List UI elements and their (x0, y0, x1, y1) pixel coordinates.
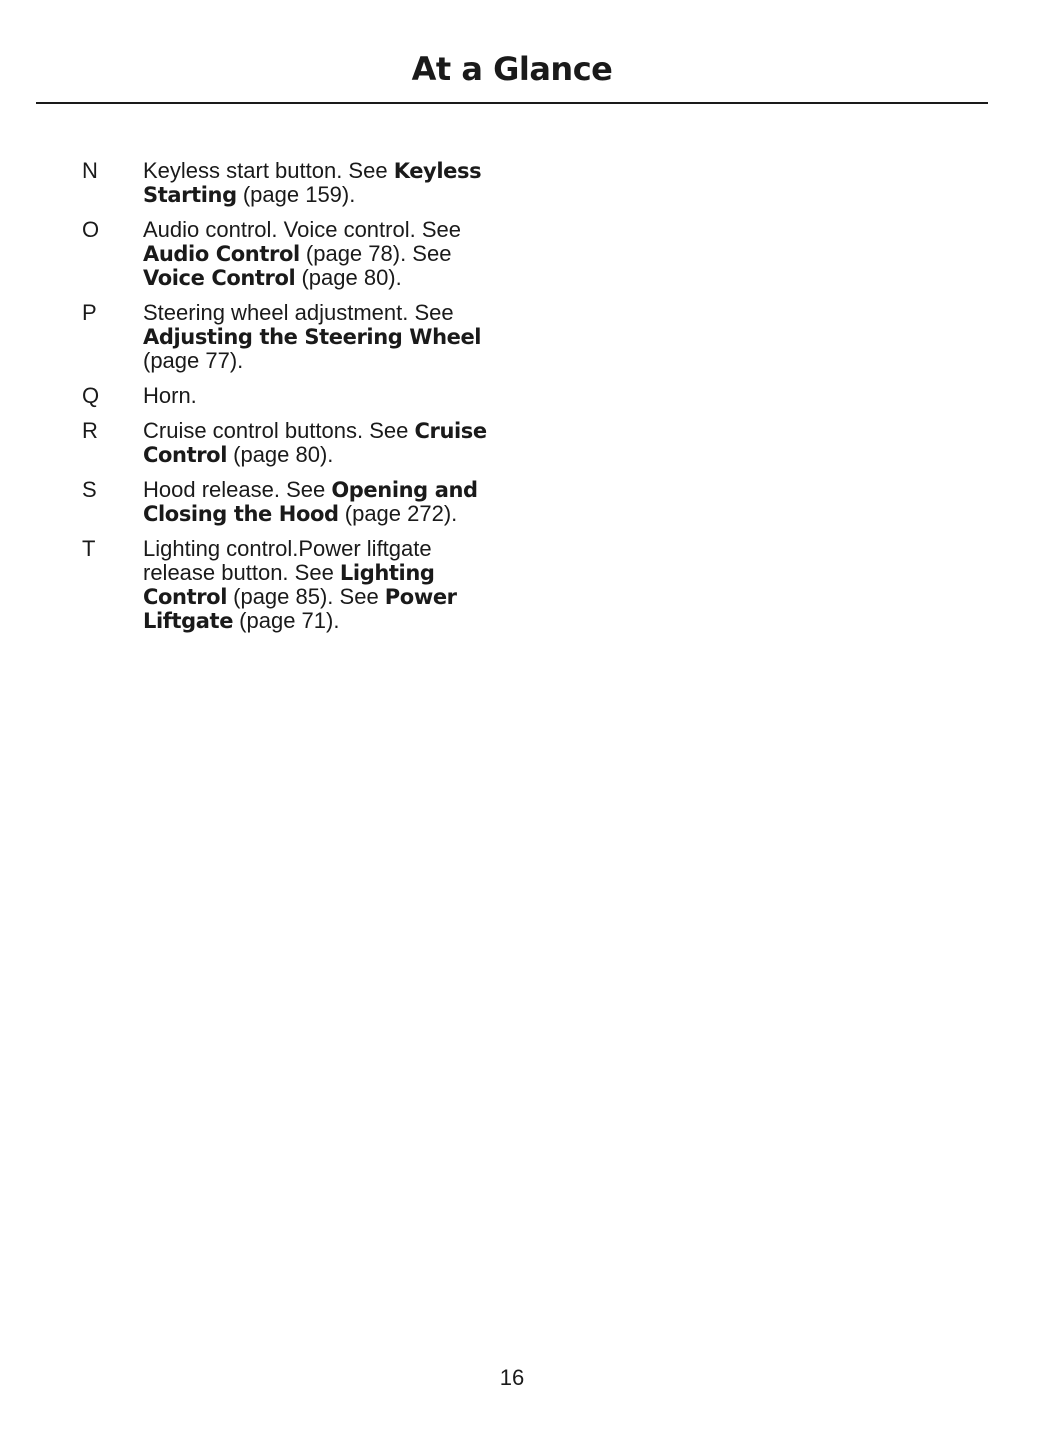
description-text: (page 80). (295, 265, 402, 290)
page-title: At a Glance (411, 50, 613, 88)
description-text: (page 80). (227, 442, 334, 467)
legend-letter: P (82, 300, 97, 325)
legend-description (143, 301, 493, 373)
description-text: Hood release. See (143, 477, 332, 502)
legend-description (143, 159, 493, 207)
header-divider (36, 102, 988, 104)
legend-description (143, 419, 493, 467)
legend-item (82, 159, 502, 207)
legend-letter: Q (82, 383, 100, 408)
description-text: Audio control. Voice control. See (143, 217, 461, 242)
legend-letter: R (82, 418, 98, 443)
description-text: (page 272). (338, 501, 458, 526)
description-text: Horn. (143, 383, 197, 408)
cross-reference-title: Adjusting the Steering Wheel (143, 325, 482, 349)
cross-reference-title: Cruise Control (143, 419, 487, 467)
legend-list (82, 159, 502, 644)
legend-letter: T (82, 536, 96, 561)
description-text: (page 71). (233, 608, 340, 633)
legend-item (82, 301, 502, 373)
legend-letter: S (82, 477, 97, 502)
cross-reference-title: Power Liftgate (143, 585, 457, 633)
description-text: (page 77). (143, 348, 244, 373)
cross-reference-title: Voice Control (143, 266, 296, 290)
cross-reference-title: Keyless Starting (143, 159, 482, 207)
legend-description (143, 537, 493, 633)
description-text: Cruise control buttons. See (143, 418, 415, 443)
description-text: (page 85). See (227, 584, 385, 609)
legend-item (82, 419, 502, 467)
legend-item (82, 218, 502, 290)
legend-item (82, 478, 502, 526)
legend-description (143, 218, 493, 290)
description-text: (page 78). See (299, 241, 452, 266)
legend-letter: N (82, 158, 98, 183)
cross-reference-title: Lighting Control (143, 561, 435, 609)
page-number: 16 (499, 1365, 525, 1390)
description-text: Steering wheel adjustment. See (143, 300, 454, 325)
description-text: Keyless start button. See (143, 158, 394, 183)
legend-item (82, 384, 502, 408)
description-text: (page 159). (236, 182, 356, 207)
legend-letter: O (82, 217, 100, 242)
cross-reference-title: Opening and Closing the Hood (143, 478, 478, 526)
cross-reference-title: Audio Control (143, 242, 300, 266)
legend-description (143, 384, 493, 408)
description-text: Lighting control.Power liftgate release button. See (143, 536, 432, 585)
legend-item (82, 537, 502, 633)
legend-description (143, 478, 493, 526)
